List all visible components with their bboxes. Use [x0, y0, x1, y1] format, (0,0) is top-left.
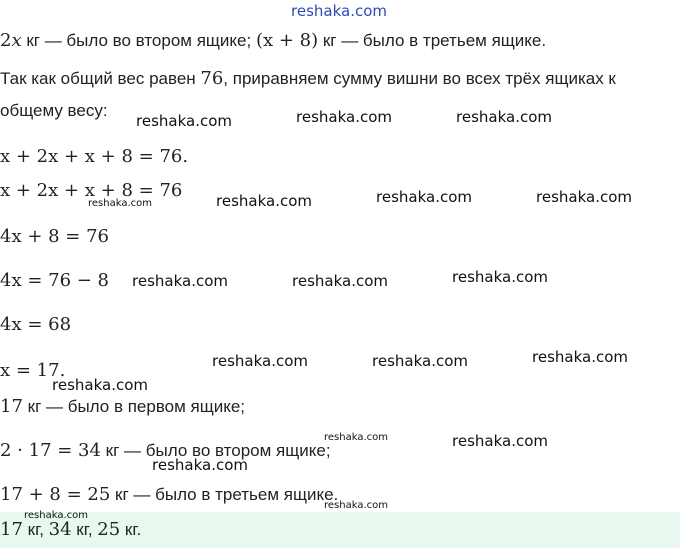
watermark: reshaka.com — [324, 500, 388, 511]
watermark: reshaka.com — [24, 510, 88, 521]
answer-line: 17 кг, 34 кг, 25 кг. — [0, 519, 142, 540]
watermark: reshaka.com — [216, 192, 312, 210]
equation-2: x + 2x + x + 8 = 76 — [0, 180, 183, 201]
result-first-box: 17 кг — было в первом ящике; — [0, 396, 246, 417]
line-total-weight-cont: общему весу: — [0, 101, 108, 120]
equation-6: x = 17. — [0, 360, 66, 381]
watermark: reshaka.com — [456, 108, 552, 126]
watermark: reshaka.com — [296, 108, 392, 126]
watermark: reshaka.com — [532, 348, 628, 366]
watermark: reshaka.com — [88, 198, 152, 209]
equation-3: 4x + 8 = 76 — [0, 226, 110, 247]
watermark: reshaka.com — [136, 112, 232, 130]
watermark: reshaka.com — [536, 188, 632, 206]
watermark: reshaka.com — [452, 268, 548, 286]
watermark: reshaka.com — [152, 456, 248, 474]
watermark: reshaka.com — [212, 352, 308, 370]
watermark: reshaka.com — [324, 432, 388, 443]
equation-5: 4x = 68 — [0, 314, 72, 335]
watermark: reshaka.com — [452, 432, 548, 450]
line-total-weight: Так как общий вес равен 76, приравняем сумму вишни во всех трёх ящиках к — [0, 68, 616, 89]
watermark: reshaka.com — [132, 272, 228, 290]
result-second-box: 2 · 17 = 34 кг — было во втором ящике; — [0, 440, 331, 461]
line-second-third-box: 2x кг — было во втором ящике; (x + 8) кг — было в третьем ящике. — [0, 30, 547, 51]
watermark-top-link[interactable]: reshaka.com — [291, 2, 387, 20]
equation-1: x + 2x + x + 8 = 76. — [0, 146, 189, 167]
result-third-box: 17 + 8 = 25 кг — было в третьем ящике. — [0, 484, 339, 505]
watermark: reshaka.com — [52, 376, 148, 394]
watermark: reshaka.com — [372, 352, 468, 370]
watermark: reshaka.com — [292, 272, 388, 290]
equation-4: 4x = 76 − 8 — [0, 270, 110, 291]
watermark: reshaka.com — [376, 188, 472, 206]
